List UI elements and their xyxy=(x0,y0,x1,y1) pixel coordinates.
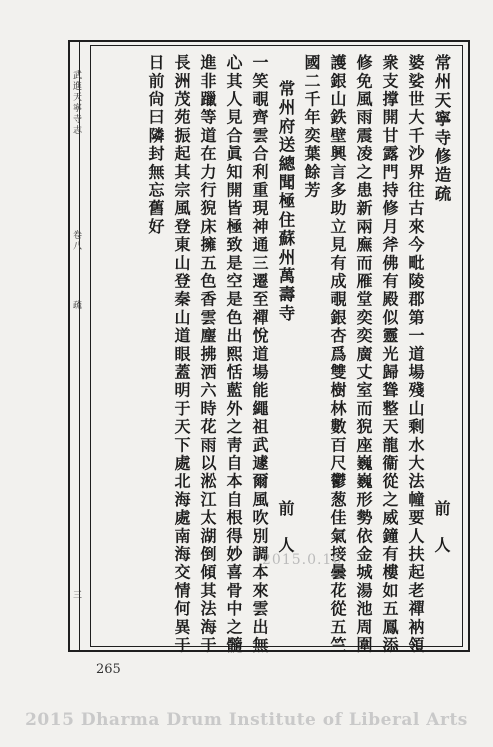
author-attribution: 前 人 xyxy=(432,500,451,555)
text-column: 衆支撑開甘露門持修月斧佛有殿似靈光歸聳整天龍衞從之威鐘有樓如五鳳添 xyxy=(380,54,399,655)
margin-volume: 卷八 xyxy=(71,230,81,252)
text-column: 常州府送總聞極住蘇州萬壽寺 xyxy=(276,80,295,324)
page-number: 265 xyxy=(96,662,121,677)
text-column: 護銀山鉄壁興言多助立見有成覗銀杏爲雙樹林數百尺鬱葱佳氣接曇花從五竺 xyxy=(328,54,347,655)
text-column: 進非躐等道在力行猊床擁五色香雲麈拂洒六時花雨以淞江太湖倒傾其法海于 xyxy=(198,54,217,655)
text-column: 修免風雨震凌之患新兩廡而雁堂奕奕廣丈室而猊座巍巍形勢依金城湯池周圍 xyxy=(354,54,373,655)
text-column: 國二千年奕葉餘芳 xyxy=(302,54,321,200)
text-column: 一笑覗齊雲合利重現神通三遷至禪悅道場能繩祖武遽爾風吹別調本來雲出無 xyxy=(250,54,269,655)
text-column: 長洲茂苑振起其宗風登東山登秦山道眼蓋明于天下處北海處南海交情何異于 xyxy=(172,54,191,655)
watermark-text: 2015 Dharma Drum Institute of Liberal Arts xyxy=(25,710,468,730)
margin-section: 疏 xyxy=(71,300,81,311)
watermark-date: 2015.0.16 xyxy=(262,552,343,568)
text-column: 心其人見合眞知開皆極致是空是色出熙恬藍外之靑自本自根得妙喜骨中之髓 xyxy=(224,54,243,655)
text-column: 婆娑世大千沙界往古來今毗陵郡第一道場殘山剩水大法幢要人扶起老禪衲領 xyxy=(406,54,425,655)
text-column: 常州天寧寺修造疏 xyxy=(432,54,451,204)
text-column: 日前尙曰隣封無忘舊好 xyxy=(146,54,165,236)
author-attribution: 前 人 xyxy=(276,500,295,555)
margin-book-title: 武進天寧寺志 xyxy=(71,70,81,136)
margin-folio: 三 xyxy=(71,590,81,601)
